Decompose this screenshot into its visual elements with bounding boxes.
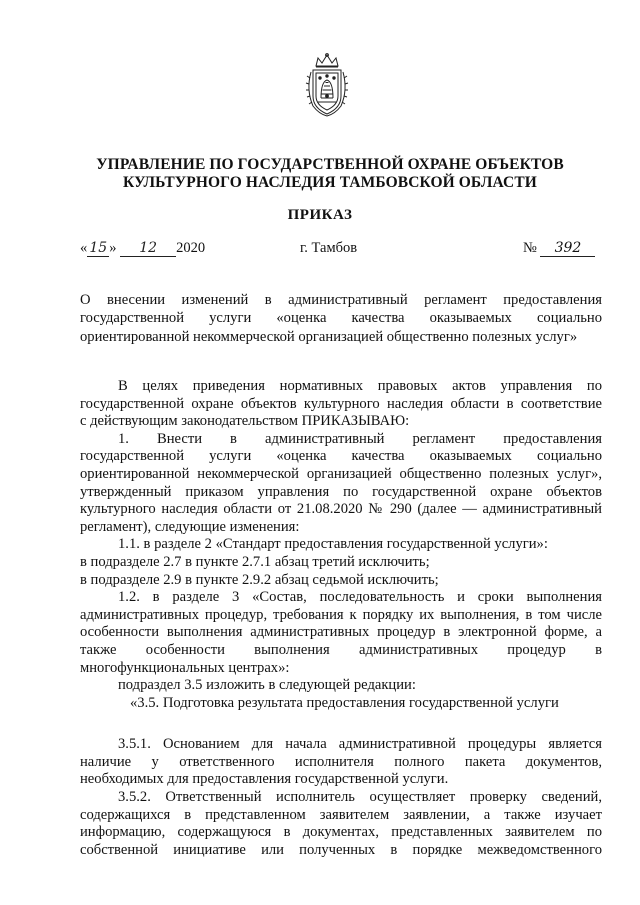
number-label: № (523, 240, 537, 256)
text-line: государственной услуги «оценка качества оказываемых социально (80, 448, 602, 465)
order-city: г. Тамбов (300, 240, 358, 256)
text-line: В целях приведения нормативных правовых актов управления по (118, 378, 602, 394)
paragraph-preamble (80, 378, 602, 431)
order-date (80, 240, 240, 262)
paragraph-item-1-2 (80, 589, 602, 677)
paragraph-3-5-2 (80, 789, 602, 859)
subject-line: ориентированной некоммерческой организацией общественно полезных услуг» (80, 328, 578, 345)
date-close-quote: » (109, 240, 117, 256)
text-line: ориентированной некоммерческой организацией общественно полезных услуг», (80, 465, 602, 482)
text-line: регламент), следующие изменения: (80, 518, 300, 535)
order-subject (80, 291, 602, 346)
coat-of-arms-tambov-icon (304, 52, 350, 118)
paragraph-gap (80, 712, 602, 736)
paragraph-subsection-2-9: в подразделе 2.9 в пункте 2.9.2 абзац седьмой исключить; (80, 571, 439, 588)
text-line: утвержденный приказом управления по государственной охране объектов (80, 483, 602, 500)
text-line: собственной инициативе или полученных в порядке межведомственного (80, 841, 602, 858)
paragraph-item-1 (80, 431, 602, 537)
text-line: многофункциональных центрах»: (80, 659, 290, 676)
paragraph-item-1-1: 1.1. в разделе 2 «Стандарт предоставления государственной услуги»: (118, 536, 548, 553)
paragraph-subsection-3-5: подраздел 3.5 изложить в следующей редакции: (118, 677, 416, 694)
text-line: 1.2. в разделе 3 «Состав, последовательность и сроки выполнения (118, 589, 602, 606)
org-name-line-1: УПРАВЛЕНИЕ ПО ГОСУДАРСТВЕННОЙ ОХРАНЕ ОБЪЕКТОВ (96, 156, 564, 173)
date-open-quote: « (80, 240, 88, 256)
org-name-line-2: КУЛЬТУРНОГО НАСЛЕДИЯ ТАМБОВСКОЙ ОБЛАСТИ (123, 174, 537, 191)
text-line: с действующим законодательством ПРИКАЗЫВАЮ: (80, 413, 410, 430)
subject-line: О внесении изменений в административный регламент предоставления (80, 292, 602, 308)
text-line: культурного наследия области от 21.08.2020 № 290 (далее — административный (80, 501, 602, 518)
text-line: государственной охране объектов культурного наследия области в соответствие (80, 395, 602, 412)
section-3-5-heading: «3.5. Подготовка результата предоставления государственной услуги (130, 694, 559, 711)
text-line: особенности выполнения административных процедур в электронной форме, а (80, 624, 602, 641)
text-line: 1. Внести в административный регламент предоставления (118, 430, 602, 447)
text-line: 3.5.1. Основанием для начала административной процедуры является (118, 736, 602, 753)
number-value: 392 (540, 240, 595, 257)
text-line: наличие у ответственного исполнителя полного пакета документов, (80, 753, 602, 770)
text-line: содержащихся в представленном заявителем заявлении, а также изучает (80, 806, 602, 823)
date-day: 15 (87, 240, 109, 257)
document-type-title: ПРИКАЗ (287, 207, 353, 223)
order-body (80, 378, 602, 859)
order-number (523, 240, 603, 262)
text-line: 3.5.2. Ответственный исполнитель осуществляет проверку сведений, (118, 789, 602, 806)
paragraph-3-5-1 (80, 736, 602, 789)
paragraph-subsection-2-7: в подразделе 2.7 в пункте 2.7.1 абзац третий исключить; (80, 553, 430, 570)
text-line: административных процедур, требования к порядку их выполнения, в том числе (80, 606, 602, 623)
date-year: 2020 (176, 240, 206, 256)
date-month: 12 (120, 240, 176, 257)
text-line: также особенности выполнения административных процедур в (80, 641, 602, 658)
text-line: информацию, содержащуюся в документах, представленных заявителем по (80, 824, 602, 841)
subject-line: государственной услуги «оценка качества оказываемых социально (80, 310, 602, 327)
text-line: необходимых для предоставления государственной услуги. (80, 771, 449, 788)
